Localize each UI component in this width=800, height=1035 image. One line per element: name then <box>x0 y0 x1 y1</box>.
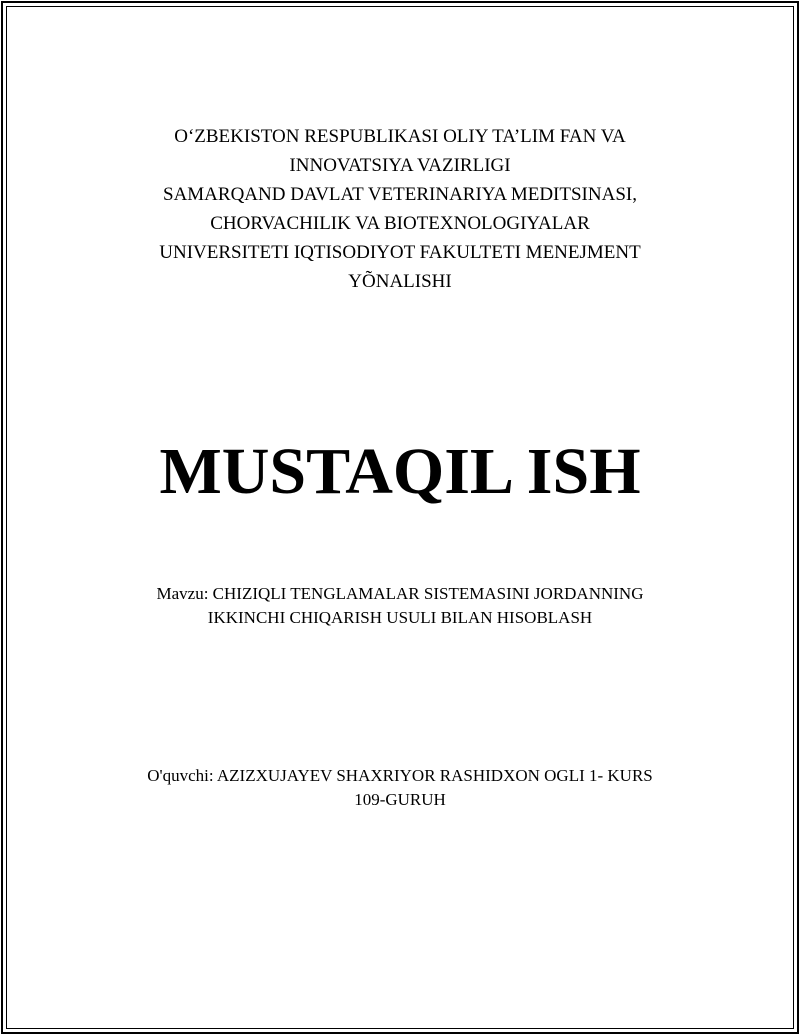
institution-header <box>100 122 700 296</box>
student-group-line: 109-GURUH <box>354 790 446 809</box>
header-line: INNOVATSIYA VAZIRLIGI <box>289 155 511 176</box>
topic-section <box>100 582 700 630</box>
topic-line: Mavzu: CHIZIQLI TENGLAMALAR SISTEMASINI JORDANNING <box>156 584 644 603</box>
topic-line: IKKINCHI CHIQARISH USULI BILAN HISOBLASH <box>207 608 593 627</box>
header-line: CHORVACHILIK VA BIOTEXNOLOGIYALAR <box>210 213 590 234</box>
header-line: YÕNALISHI <box>348 271 452 292</box>
student-line: O'quvchi: AZIZXUJAYEV SHAXRIYOR RASHIDXON OGLI 1- KURS <box>147 766 653 785</box>
header-line: O‘ZBEKISTON RESPUBLIKASI OLIY TA’LIM FAN VA <box>174 126 626 147</box>
student-section <box>100 764 700 812</box>
header-line: SAMARQAND DAVLAT VETERINARIYA MEDITSINASI, <box>163 184 637 205</box>
header-line: UNIVERSITETI IQTISODIYOT FAKULTETI MENEJMENT <box>159 242 641 263</box>
document-title: MUSTAQIL ISH <box>159 435 641 508</box>
